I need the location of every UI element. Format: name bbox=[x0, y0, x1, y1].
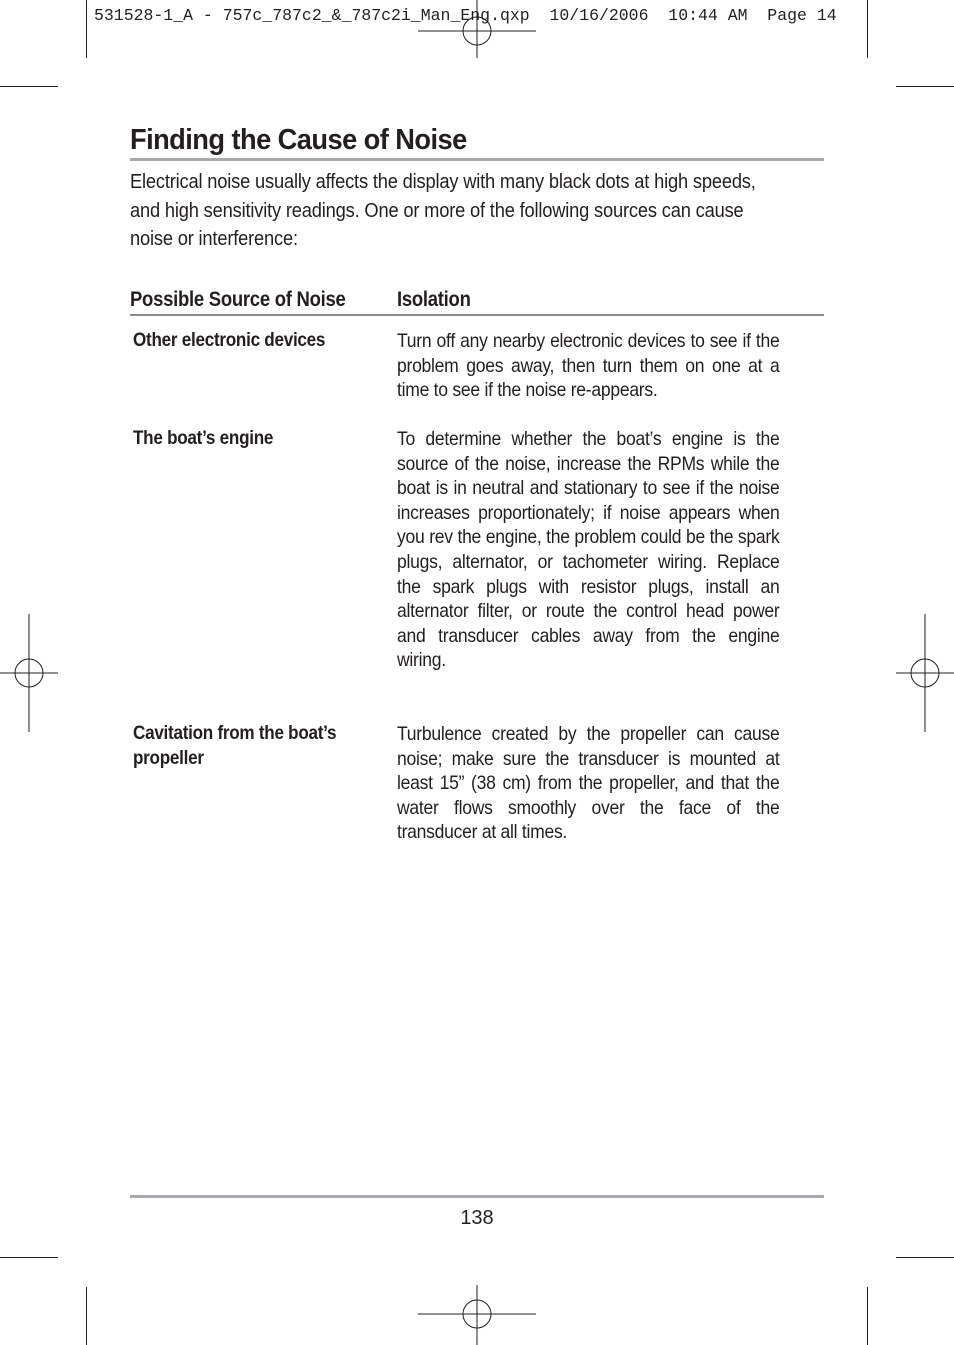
table-header-divider bbox=[130, 314, 824, 316]
crop-mark-top-left-horizontal bbox=[0, 86, 58, 87]
crop-mark-bottom-right-vertical bbox=[867, 1287, 868, 1345]
print-slug: 531528-1_A - 757c_787c2_&_787c2i_Man_Eng.qxp 10/16/2006 10:44 AM Page 14 bbox=[94, 6, 837, 25]
crop-mark-bottom-right-horizontal bbox=[896, 1257, 954, 1258]
page-title: Finding the Cause of Noise bbox=[130, 124, 467, 156]
noise-source-label: The boat’s engine bbox=[133, 428, 274, 449]
page-number: 138 bbox=[460, 1207, 494, 1229]
crop-mark-bottom-left-vertical bbox=[86, 1287, 87, 1345]
column-header-isolation: Isolation bbox=[397, 288, 471, 311]
noise-source-label: Cavitation from the boat’s propeller bbox=[133, 723, 337, 769]
registration-mark-icon bbox=[418, 0, 536, 60]
noise-source-label: Other electronic devices bbox=[133, 330, 326, 351]
crop-mark-top-left-vertical bbox=[86, 0, 87, 58]
title-divider bbox=[130, 158, 824, 161]
registration-mark-icon bbox=[0, 614, 60, 732]
crop-mark-top-right-horizontal bbox=[896, 86, 954, 87]
intro-paragraph: Electrical noise usually affects the display with many black dots at high speeds, and high sensitivity readings. One or more of the following sources can cause noise or interference: bbox=[130, 171, 756, 250]
crop-mark-top-right-vertical bbox=[867, 0, 868, 58]
crop-mark-bottom-left-horizontal bbox=[0, 1257, 58, 1258]
footer-divider bbox=[130, 1195, 824, 1198]
registration-mark-icon bbox=[894, 614, 954, 732]
isolation-text: Turn off any nearby electronic devices to see if the problem goes away, then turn them on one at a time to see if the noise re-appears. bbox=[397, 330, 780, 402]
isolation-text: To determine whether the boat’s engine is the source of the noise, increase the RPMs while the boat is in neutral and stationary to see if the noise increases proportionately; if noise appears when you rev the engine, the problem could be the spark plugs, alternator, or tachometer wiring. Replace the spark plugs with resistor plugs, install an alternator filter, or route the control head power and transducer cables away from the engine wiring. bbox=[397, 428, 780, 672]
registration-mark-icon bbox=[418, 1285, 536, 1345]
isolation-text: Turbulence created by the propeller can cause noise; make sure the transducer is mounted at least 15” (38 cm) from the propeller, and that the water flows smoothly over the face of the transducer at all times. bbox=[397, 723, 780, 844]
column-header-source: Possible Source of Noise bbox=[130, 288, 346, 311]
